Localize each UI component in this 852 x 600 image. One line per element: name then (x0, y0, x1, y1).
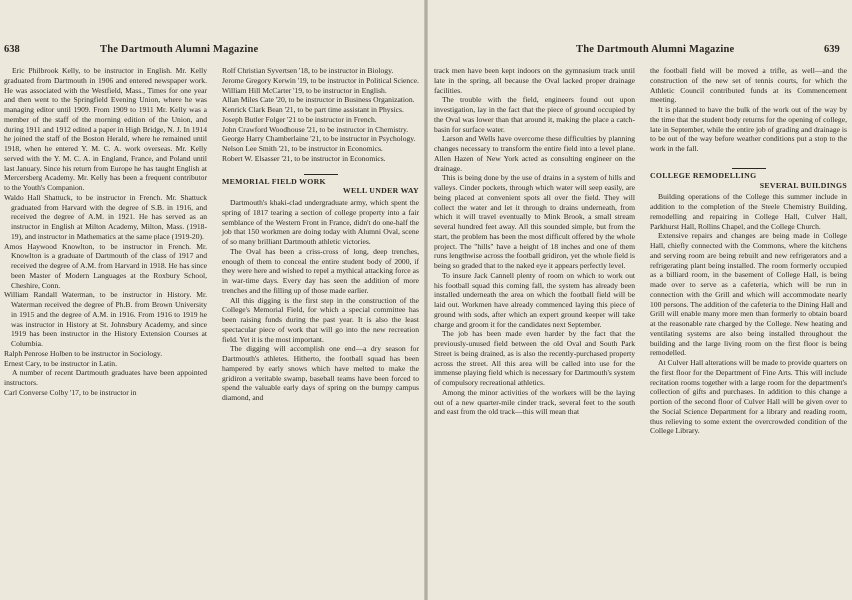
paragraph: Larson and Wells have overcome these difficulties by planning changes necessary to transform the entire field into a level plane. Allen Hazen of New York acted as consulting engineer on the drainage. (434, 134, 635, 173)
paragraph: At Culver Hall alterations will be made to provide quarters on the first floor for the Department of Fine Arts. This will include recitation rooms together with a large room for the department's collection of gifts and purchases. In addition to this change a portion of the second floor of Culver Hall will be given over to the Social Science Department for a library and reading room, thus relieving to some extent the overcrowded condition of the College Library. (650, 358, 847, 436)
left-column-2 (222, 66, 419, 403)
appointment-entry: Allan Miles Cate '20, to be instructor in Business Organization. (222, 95, 415, 105)
left-column-1 (4, 66, 207, 398)
appointment-entry: Jerome Gregory Kerwin '19, to be instructor in Political Science. (222, 75, 419, 85)
paragraph: Dartmouth's khaki-clad undergraduate army, which spent the spring of 1817 tearing a section of college property into a fair semblance of the Western Front in France, didn't do one-half the job that 150 workmen are doing today with Alumni Oval, scene of so many brilliant Dartmouth athletic victories. (222, 198, 419, 246)
appointment-entry: Rolf Christian Syvertsen '18, to be instructor in Biology. (222, 66, 394, 75)
article-heading-line2: WELL UNDER WAY (342, 186, 419, 196)
article-body (650, 192, 847, 436)
article-heading-line1: MEMORIAL FIELD WORK (222, 176, 326, 186)
article-heading-line2: SEVERAL BUILDINGS (759, 180, 847, 190)
paragraph: Extensive repairs and changes are being made in College Hall, chiefly connected with the Commons, where the kitchens and serving room are being rebuilt and new refrigerators and a refrigerating plant being installed. The room formerly occupied as a billiard room, in the basement of College Hall, is being made over to serve as a cafeteria, which will be run in connection with the Grill and which will accommodate nearly 100 persons. The addition of the cafeteria to the Dining Hall and Grill will enable many more men than formerly to obtain board at the reasonable rate charged by the College. New heating and ventilating systems are also being installed throughout the building and the large living room on the first floor is being remodelled. (650, 231, 847, 358)
paragraph: track men have been kept indoors on the gymnasium track until late in the spring, all because the Oval lacked proper drainage facilities. (434, 66, 635, 95)
paragraph: All this digging is the first step in the construction of the College's Memorial Field, for which a special committee has been raising funds during the past year. It is also the least spectacular piece of work that will go into the new recreation field. Yet it is the most important. (222, 295, 419, 344)
appointment-entry: Ernest Cary, to be instructor in Latin. (4, 358, 117, 368)
right-column-1 (434, 66, 635, 417)
appointment-entry: Nelson Lee Smith '21, to be instructor in Economics. (222, 144, 383, 153)
paragraph: This is being done by the use of drains in a system of hills and valleys. Cinder pockets, through which water will seep easily, are being placed at convenient spots all over the field. They will collect the water and let it through to drains underneath, from which it will travel eventually to Mink Brook, a small stream several hundred feet away. All this sounded simple, but from the start, the problem has been the most difficult offered by the whole project. The "hills" have a height of 18 inches and one of them runs lengthwise across the football gridiron, yet the whole field is being so graded that to the naked eye it appears perfectly level. (434, 173, 635, 270)
right-page (428, 0, 852, 600)
running-head: The Dartmouth Alumni Magazine (100, 44, 259, 55)
paragraph: The Oval has been a criss-cross of long, deep trenches, enough of them to conceal the entire student body of 2000, if they were here and wished to repel a mythical attacking force as in war-time days. Every day has seen the addition of more trenches and the filling up of those made earlier. (222, 246, 419, 295)
paragraph: The job has been made even harder by the fact that the previously-unused field between the old Oval and South Park Street is being drained, as is also the recently-purchased property across the street. All this area will be called into use for the immense playing field which is necessary for Dartmouth's system of compulsory recreational athletics. (434, 329, 635, 387)
paragraph: A number of recent Dartmouth graduates have been appointed instructors. (4, 368, 207, 387)
paragraph: Building operations of the College this summer include in addition to the completion of the Steele Chemistry Building, remodelling and repairing in College Hall, Culver Hall, Parkhurst Hall, Rollins Chapel, and the College Church. (650, 192, 847, 231)
paragraph: It is planned to have the bulk of the work out of the way by the time that the student body returns for the opening of college, late in September, while the entire job of grading and drainage is to be out of the way before weather conditions put a stop to the work in the fall. (650, 105, 847, 153)
appointment-entry: Amos Haywood Knowlton, to be instructor in French. Mr. Knowlton is a graduate of Dartmouth of the class of 1917 and received the degree of A.M. from Harvard in 1918. He has since been Master of Modern Languages at the Roxbury School, Cheshire, Conn. (4, 241, 207, 290)
paragraph: the football field will be moved a trifle, as well—and the construction of the new set of tennis courts, for which the Athletic Council contributed funds at its Commencement meeting. (650, 66, 847, 105)
appointment-entry: Carl Converse Colby '17, to be instructor in (4, 387, 137, 397)
heading-rule (304, 174, 338, 175)
heading-rule (732, 168, 766, 169)
left-page (0, 0, 424, 600)
appointment-entry: Ralph Penrose Holben to be instructor in Sociology. (4, 348, 163, 358)
paragraph: The trouble with the field, engineers found out upon investigation, lay in the fact that the piece of ground occupied by the Oval was lower than that around it, making the place a catch-basin for surface water. (434, 95, 635, 134)
running-head: The Dartmouth Alumni Magazine (576, 44, 735, 55)
appointment-entry: George Harry Chamberlaine '21, to be instructor in Psychology. (222, 134, 416, 144)
appointment-entry: Kenrick Clark Bean '21, to be part time assistant in Physics. (222, 105, 404, 114)
appointments-list (222, 66, 419, 164)
page-number: 639 (824, 44, 840, 55)
article-heading-line1: COLLEGE REMODELLING (650, 170, 757, 180)
paragraph: Eric Philbrook Kelly, to be instructor in English. Mr. Kelly graduated from Dartmouth in 1906 and entered newspaper work. He was associated with the Westfield, Mass., Times for one year and then went to the Springfield Evening Union, where he was managing editor until 1909. From 1909 to 1911 Mr. Kelly was a member of the staff of the morning edition of the Union, and during 1911 and 1912 edited a paper in High Bridge, N. J. In 1914 he joined the staff of the Boston Herald, where he remained until 1918, when he entered Y. M. C. A. work overseas. Mr. Kelly served with the Y. M. C. A. in England, France, and Poland until last January. Since his return from Europe he has taught English at Mercersberg Academy. Mr. Kelly has been a frequent contributor to the Youth's Companion. (4, 66, 207, 192)
appointment-entry: Waldo Hall Shattuck, to be instructor in French. Mr. Shattuck graduated from Harvard with the degree of S.B. in 1916, and received the degree of A.M. in 1921. He has served as an instructor in English at Milton Academy, Milton, Mass. (1918-19), and instructor in Mathematics at the same place (1919-20). (4, 192, 207, 241)
page-number: 638 (4, 44, 20, 55)
appointment-entry: William Hill McCarter '19, to be instructor in English. (222, 85, 387, 95)
appointment-entry: John Crawford Woodhouse '21, to be instructor in Chemistry. (222, 124, 409, 134)
right-column-2 (650, 66, 847, 436)
article-body (222, 198, 419, 403)
paragraph: Among the minor activities of the workers will be the laying out of a new quarter-mile cinder track, several feet to the south and east from the old track—this will mean that (434, 387, 635, 417)
appointment-entry: Joseph Butler Folger '21 to be instructor in French. (222, 114, 377, 124)
appointment-entry: Robert W. Elsasser '21, to be instructor in Economics. (222, 153, 386, 163)
appointment-entry: William Randall Waterman, to be instructor in History. Mr. Waterman received the degree of Ph.B. from Brown University in 1915 and the degree of A.M. in 1916. From 1916 to 1919 he was instructor in History at St. Johnsbury Academy, and since 1919 has been instructor in the History Extension Courses at Columbia. (4, 290, 207, 348)
paragraph: To insure Jack Cannell plenty of room on which to work out his football squad this coming fall, the system has already been installed underneath the area on which the football field will be laid out. Workmen have already commenced laying this piece of ground with sods, after which an expert ground keeper will take charge and groom it for the candidates next September. (434, 270, 635, 329)
paragraph: The digging will accomplish one end—a dry season for Dartmouth's athletes. Hitherto, the football squad has been hampered by early snows which have melted to make the gridiron a veritable swamp, baseball teams have been forced to spend the valuable early days of spring on the bumpy campus diamond, and (222, 344, 419, 402)
article-continuation (650, 66, 847, 154)
